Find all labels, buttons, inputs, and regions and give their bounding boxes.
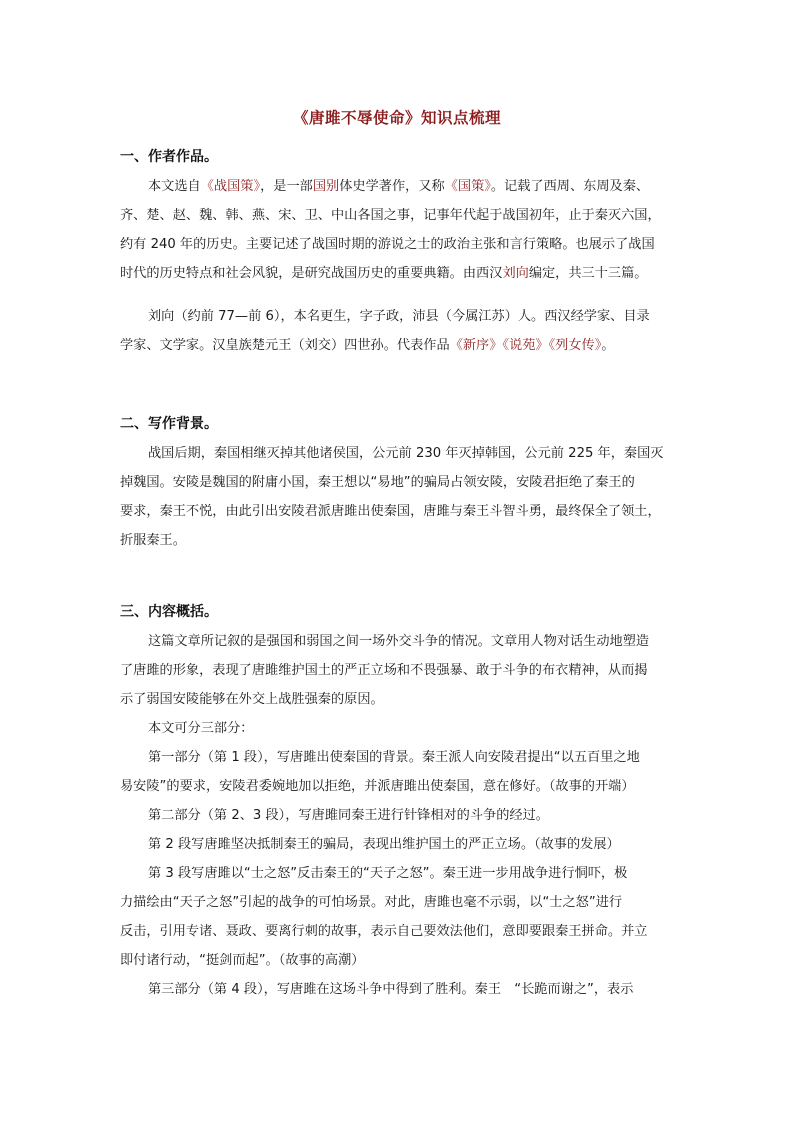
- text-line: 示了弱国安陵能够在外交上战胜强秦的原因。: [120, 692, 384, 707]
- text-line: 第三部分（第 4 段），写唐雎在这场斗争中得到了胜利。秦王 “长跪而谢之”，表示: [148, 982, 634, 997]
- paragraph-author-work-intro: [120, 172, 676, 288]
- section-heading-summary: 三、内容概括。: [120, 604, 218, 620]
- text-line: 战国后期，秦国相继灭掉其他诸侯国，公元前 230 年灭掉韩国，公元前 225 年，秦国灭: [148, 446, 664, 461]
- text-line: 第 2 段写唐雎坚决抵制秦王的骗局，表现出维护国土的严正立场。（故事的发展）: [148, 837, 620, 852]
- text-line: 易安陵”的要求，安陵君委婉地加以拒绝，并派唐雎出使秦国，意在修好。（故事的开端）: [120, 779, 635, 794]
- text-line: 折服秦王。: [120, 533, 186, 548]
- text-line: 学家、文学家。汉皇族楚元王（刘交）四世孙。代表作品《新序》《说苑》《列女传》。: [120, 338, 615, 353]
- text-line: 齐、楚、赵、魏、韩、燕、宋、卫、中山各国之事，记事年代起于战国初年，止于秦灭六国，: [120, 208, 661, 223]
- text-line: 即付诸行动，“挺剑而起”。（故事的高潮）: [120, 953, 365, 968]
- section-heading-background: 二、写作背景。: [120, 416, 218, 432]
- text-line: 时代的历史特点和社会风貌，是研究战国历史的重要典籍。由西汉刘向编定，共三十三篇。: [120, 266, 648, 281]
- text-line: 第二部分（第 2、3 段），写唐雎同秦王进行针锋相对的斗争的经过。: [148, 808, 549, 823]
- text-line: 力描绘由“天子之怒”引起的战争的可怕场景。对此，唐雎也毫不示弱，以“士之怒”进行: [120, 895, 623, 910]
- text-line: 本文可分三部分：: [148, 721, 254, 736]
- section-heading-author: 一、作者作品。: [120, 149, 218, 165]
- document-title: 《唐雎不辱使命》知识点梳理: [292, 109, 501, 127]
- text-line: 第一部分（第 1 段），写唐雎出使秦国的背景。秦王派人向安陵君提出“以五百里之地: [148, 750, 640, 765]
- text-line: 本文选自《战国策》，是一部国别体史学著作，又称《国策》。记载了西周、东周及秦、: [148, 179, 650, 194]
- text-line: 掉魏国。安陵是魏国的附庸小国，秦王想以“易地”的骗局占领安陵，安陵君拒绝了秦王的: [120, 475, 635, 490]
- paragraph-summary: [120, 627, 676, 1004]
- text-line: 要求，秦王不悦，由此引出安陵君派唐雎出使秦国，唐雎与秦王斗智斗勇，最终保全了领土，: [120, 504, 661, 519]
- paragraph-author-bio: [120, 302, 676, 360]
- text-line: 这篇文章所记叙的是强国和弱国之间一场外交斗争的情况。文章用人物对话生动地塑造: [148, 634, 650, 649]
- text-line: 刘向（约前 77—前 6），本名更生，字子政，沛县（今属江苏）人。西汉经学家、目录: [148, 309, 650, 324]
- paragraph-background: [120, 439, 676, 555]
- text-line: 第 3 段写唐雎以“士之怒”反击秦王的“天子之怒”。秦王进一步用战争进行恫吓，极: [148, 866, 628, 881]
- text-line: 约有 240 年的历史。主要记述了战国时期的游说之士的政治主张和言行策略。也展示了战国: [120, 237, 655, 252]
- text-line: 了唐雎的形象，表现了唐雎维护国土的严正立场和不畏强暴、敢于斗争的布衣精神，从而揭: [120, 663, 648, 678]
- text-line: 反击，引用专诸、聂政、要离行刺的故事，表示自己要效法他们，意即要跟秦王拼命。并立: [120, 924, 648, 939]
